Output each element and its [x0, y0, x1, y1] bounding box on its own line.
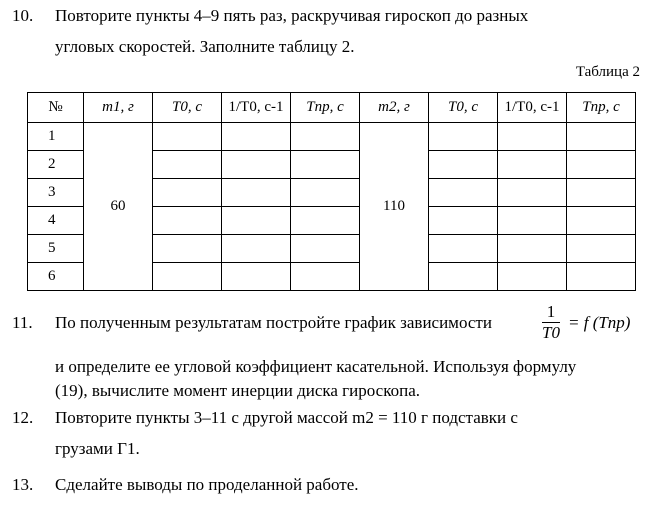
- table-header-row: [28, 93, 636, 123]
- formula-denominator: T0: [542, 323, 560, 342]
- table-cell: [291, 123, 360, 151]
- table-caption: Таблица 2: [575, 64, 640, 80]
- item-11-continuation: [55, 355, 640, 403]
- item-10-line-2: угловых скоростей. Заполните таблицу 2.: [55, 37, 355, 56]
- table-cell: [222, 207, 291, 235]
- item-10-text: [55, 0, 640, 62]
- header-tpr-a-text: Tпр, с: [306, 99, 344, 115]
- header-inv-t0-b: [498, 93, 567, 123]
- header-number: №: [28, 93, 84, 123]
- item-13-line-1: Сделайте выводы по проделанной работе.: [55, 475, 359, 494]
- table-cell: [222, 151, 291, 179]
- table-cell: [498, 179, 567, 207]
- table-cell: [291, 235, 360, 263]
- table-cell: [153, 235, 222, 263]
- row-number: 1: [28, 123, 84, 151]
- header-m2-text: m2, г: [378, 99, 410, 115]
- item-12-line-2: грузами Г1.: [55, 439, 140, 458]
- item-10-number: 10.: [12, 6, 34, 25]
- table-cell: [429, 151, 498, 179]
- header-tpr-a: [291, 93, 360, 123]
- item-12-text: [55, 402, 640, 464]
- table-cell: [498, 263, 567, 291]
- table-cell: [153, 207, 222, 235]
- row-number: 6: [28, 263, 84, 291]
- table-cell: [429, 123, 498, 151]
- m1-value: 60: [84, 123, 153, 291]
- header-t0-a: [153, 93, 222, 123]
- table-cell: [291, 207, 360, 235]
- table-cell: [567, 263, 636, 291]
- item-12-number: 12.: [12, 408, 34, 427]
- m2-value: 110: [360, 123, 429, 291]
- table-cell: [498, 123, 567, 151]
- header-tpr-b-text: Tпр, с: [582, 99, 620, 115]
- item-11-line-3: (19), вычислите момент инерции диска гироскопа.: [55, 381, 420, 400]
- header-inv-t0-b-text: 1/T0, с-1: [504, 99, 560, 115]
- table-cell: [567, 207, 636, 235]
- table-cell: [429, 179, 498, 207]
- header-inv-t0-a-text: 1/T0, с-1: [228, 99, 284, 115]
- table-cell: [222, 263, 291, 291]
- item-13-number: 13.: [12, 475, 34, 494]
- table-cell: [429, 235, 498, 263]
- header-tpr-b: [567, 93, 636, 123]
- table-cell: [153, 179, 222, 207]
- table-cell: [153, 151, 222, 179]
- table-cell: [567, 151, 636, 179]
- table-cell: [429, 263, 498, 291]
- item-11-line-1-text: По полученным результатам постройте график зависимости: [55, 313, 492, 332]
- row-number: 3: [28, 179, 84, 207]
- item-11-line-1: [55, 302, 655, 351]
- table-2: [27, 92, 636, 291]
- table-cell: [153, 123, 222, 151]
- item-10-line-1: Повторите пункты 4–9 пять раз, раскручивая гироскоп до разных: [55, 6, 529, 25]
- table-cell: [498, 151, 567, 179]
- formula-rest: = f (Tпр): [568, 313, 631, 332]
- header-m1: [84, 93, 153, 123]
- formula-fraction: [542, 302, 560, 343]
- item-11-number: 11.: [12, 313, 33, 332]
- table-row: [28, 123, 636, 151]
- table-cell: [567, 235, 636, 263]
- row-number: 2: [28, 151, 84, 179]
- table-cell: [222, 179, 291, 207]
- item-12-line-1: Повторите пункты 3–11 с другой массой m2 = 110 г подставки с: [55, 408, 518, 427]
- table-cell: [429, 207, 498, 235]
- table-cell: [567, 179, 636, 207]
- table-cell: [291, 179, 360, 207]
- table-cell: [498, 207, 567, 235]
- table-cell: [567, 123, 636, 151]
- item-11-line-2: и определите ее угловой коэффициент касательной. Используя формулу: [55, 357, 577, 376]
- header-t0-a-text: T0, с: [172, 99, 202, 115]
- row-number: 5: [28, 235, 84, 263]
- table-cell: [222, 123, 291, 151]
- row-number: 4: [28, 207, 84, 235]
- table-cell: [153, 263, 222, 291]
- header-m1-text: m1, г: [102, 99, 134, 115]
- table-cell: [498, 235, 567, 263]
- header-t0-b-text: T0, с: [448, 99, 478, 115]
- table-cell: [291, 151, 360, 179]
- table-cell: [291, 263, 360, 291]
- table-cell: [222, 235, 291, 263]
- header-t0-b: [429, 93, 498, 123]
- header-m2: [360, 93, 429, 123]
- header-inv-t0-a: [222, 93, 291, 123]
- formula-numerator: 1: [542, 302, 560, 323]
